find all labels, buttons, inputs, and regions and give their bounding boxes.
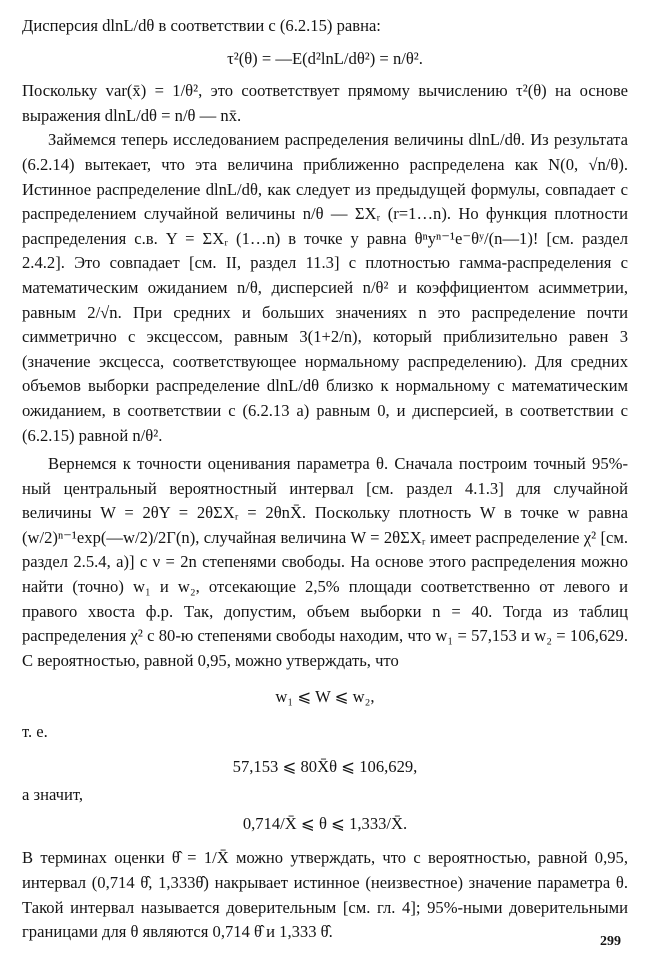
- paragraph: Поскольку var(x̄) = 1/θ², это соответствует прямому вычислению τ²(θ) на основе выражения dlnL/dθ = n/θ — nx̄.: [22, 81, 628, 125]
- equation: τ²(θ) = —E(d²lnL/dθ²) = n/θ².: [227, 48, 423, 68]
- equation: 57,153 ⩽ 80X̄θ ⩽ 106,629,: [232, 756, 418, 776]
- paragraph: Вернемся к точности оценивания параметра θ. Сначала построим точный 95%-ный центральный вероятностный интервал [см. раздел 4.1.3] для случайной величины W = 2θY = 2θΣXᵣ = 2θnX̄. Поскольку плотность W в точке w равна (w/2)ⁿ⁻¹exp(—w/2)/2Γ(n), случайная величина W = 2θΣXᵣ имеет распределение χ² [см. раздел 2.5.4, а)] с ν = 2n степенями свободы. На основе этого распределения можно найти (точно) w₁ и w₂, отсекающие 2,5% площади соответственно от левого и правого хвоста ф.р. Так, допустим, объем выборки n = 40. Тогда из таблиц распределения χ² с 80-ю степенями свободы находим, что w₁ = 57,153 и w₂ = 106,629. С вероятностью, равной 0,95, можно утверждать, что: [22, 454, 628, 670]
- page-body: [22, 14, 628, 945]
- equation: 0,714/X̄ ⩽ θ ⩽ 1,333/X̄.: [242, 813, 408, 833]
- text-line: т. е.: [22, 722, 48, 742]
- paragraph: Займемся теперь исследованием распределения величины dlnL/dθ. Из результата (6.2.14) вытекает, что эта величина приближенно распределена как N(0, √n/θ). Истинное распределение dlnL/dθ, как следует из предыдущей формулы, совпадает с распределением случайной величины n/θ — ΣXᵣ (r=1…n). Но функция плотности распределения с.в. Y = ΣXᵣ (1…n) в точке y равна θⁿyⁿ⁻¹e⁻θʸ/(n—1)! [см. раздел 2.4.2]. Это совпадает [см. II, раздел 11.3] с плотностью гамма-распределения с математическим ожиданием n/θ, дисперсией n/θ² и коэффициентом асимметрии, равным 2/√n. При средних и больших значениях n это распределение почти симметрично с эксцессом, равным 3(1+2/n), который приблизительно равен 3 (значение эксцесса, соответствующее нормальному распределению). Для средних объемов выборки распределение dlnL/dθ близко к нормальному с математическим ожиданием, в соответствии с (6.2.13 а) равным 0, и дисперсией, в соответствии с (6.2.15) равной n/θ².: [22, 130, 628, 445]
- equation: w₁ ⩽ W ⩽ w₂,: [275, 687, 375, 707]
- paragraph: В терминах оценки θ̂ = 1/X̄ можно утверждать, что с вероятностью, равной 0,95, интервал (0,714 θ̂, 1,333θ̂) накрывает истинное (неизвестное) значение параметра θ. Такой интервал называется доверительным [см. гл. 4]; 95%-ными доверительными границами для θ являются 0,714 θ̂ и 1,333 θ̂.: [22, 848, 628, 942]
- text-line: а значит,: [22, 785, 84, 805]
- paragraph: Дисперсия dlnL/dθ в соответствии с (6.2.15) равна:: [22, 16, 381, 35]
- page-number: 299: [600, 934, 621, 949]
